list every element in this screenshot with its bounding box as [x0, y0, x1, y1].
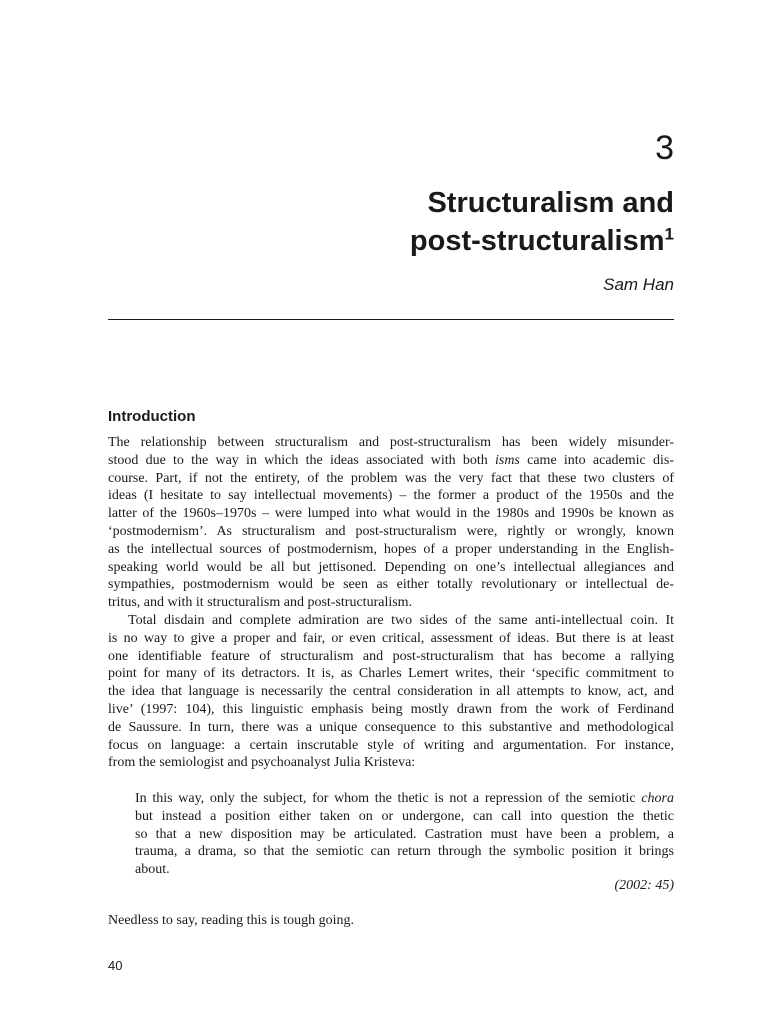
quote-line: but instead a position either taken on or undergone, can call into question the thetic	[135, 808, 674, 824]
chapter-title	[274, 184, 674, 260]
chapter-author: Sam Han	[603, 275, 674, 294]
closing-sentence: Needless to say, reading this is tough going.	[108, 913, 355, 928]
quote-line	[135, 790, 674, 808]
text-line: live’ (1997: 104), this linguistic emphasis being mostly drawn from the work of Ferdinand	[108, 701, 674, 717]
chapter-title-line-2	[274, 222, 674, 260]
quote-line: so that a new disposition may be articulated. Castration must have been a problem, a	[135, 826, 674, 842]
title-divider	[108, 319, 674, 320]
section-heading: Introduction	[108, 408, 196, 425]
text-line: sympathies, postmodernism would be seen as either totally revolutionary or intellectual de-	[108, 577, 674, 593]
chapter-number: 3	[655, 129, 674, 167]
text-line: focus on language: a certain inscrutable style of writing and argumentation. For instance,	[108, 737, 674, 753]
text-line: The relationship between structuralism and post-structuralism has been widely misunder-	[108, 435, 674, 450]
italic-term: chora	[641, 791, 674, 806]
text-segment: stood due to the way in which the ideas associated with both	[108, 452, 495, 468]
footnote-marker[interactable]: 1	[664, 224, 674, 244]
paragraph-1	[108, 434, 674, 612]
text-line: course. Part, if not the entirety, of the problem was the very fact that these two clusters of	[108, 470, 674, 486]
text-line: ideas (I hesitate to say intellectual movements) – the former a product of the 1950s and the	[108, 488, 674, 504]
text-segment: In this way, only the subject, for whom the thetic is not a repression of the semiotic	[135, 791, 642, 806]
text-line: is no way to give a proper and fair, or even critical, assessment of ideas. But there is at least	[108, 630, 674, 646]
text-line: as the intellectual sources of postmodernism, hopes of a proper understanding in the English-	[108, 541, 674, 557]
text-line: one identifiable feature of structuralism and post-structuralism that has become a rallying	[108, 648, 674, 664]
text-line: from the semiologist and psychoanalyst Julia Kristeva:	[108, 755, 416, 771]
quote-line: trauma, a drama, so that the semiotic can return through the symbolic position it brings	[135, 844, 674, 860]
chapter-title-line-1: Structuralism and	[427, 187, 674, 219]
text-line: point for many of its detractors. It is, as Charles Lemert writes, their ‘specific commitment to	[108, 666, 674, 682]
text-line: the idea that language is necessarily the central consideration in all attempts to know, act, and	[108, 684, 674, 700]
paragraph-2	[108, 612, 674, 772]
text-segment: came into academic dis-	[519, 452, 674, 468]
text-line: tritus, and with it structuralism and post-structuralism.	[108, 595, 413, 611]
text-line: Total disdain and complete admiration are two sides of the same anti-intellectual coin. It	[128, 612, 674, 628]
text-line: latter of the 1960s–1970s – were lumped into what would in the 1980s and 1990s be known as	[108, 506, 674, 522]
chapter-title-line-2-text: post-structuralism	[409, 225, 665, 257]
block-quote	[135, 790, 674, 879]
quote-citation: (2002: 45)	[614, 878, 674, 893]
text-line: speaking world would be all but jettisoned. Depending on one’s intellectual allegiances and	[108, 559, 674, 575]
text-line	[108, 452, 674, 470]
text-line: ‘postmodernism’. As structuralism and post-structuralism were, rightly or wrongly, known	[108, 523, 674, 539]
italic-term: isms	[494, 452, 520, 468]
page-number: 40	[108, 958, 123, 973]
body-text	[108, 434, 674, 772]
quote-line: about.	[135, 862, 170, 878]
text-line: de Saussure. In turn, there was a unique consequence to this substantive and methodological	[108, 719, 674, 735]
